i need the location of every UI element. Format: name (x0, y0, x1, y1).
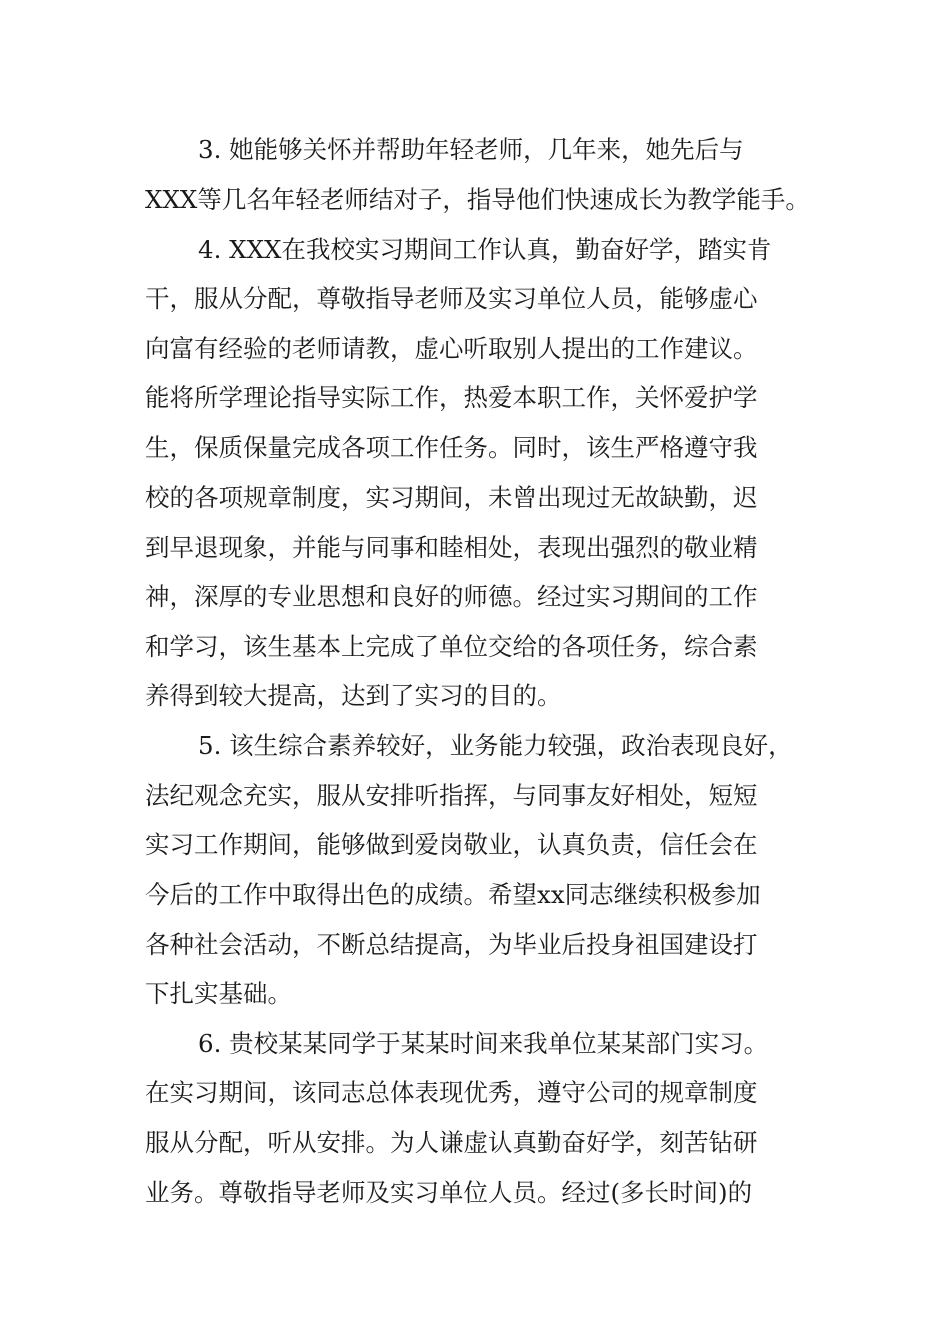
text-line: 4. XXX在我校实习期间工作认真，勤奋好学，踏实肯 (198, 235, 772, 264)
text-line: 能将所学理论指导实际工作，热爱本职工作，关怀爱护学 (145, 383, 758, 412)
text-line: 和学习，该生基本上完成了单位交给的各项任务，综合素 (145, 632, 758, 661)
text-line: 3. 她能够关怀并帮助年轻老师，几年来，她先后与 (198, 135, 744, 164)
text-line: 6. 贵校某某同学于某某时间来我单位某某部门实习。 (198, 1029, 769, 1058)
text-line: 干，服从分配，尊敬指导老师及实习单位人员，能够虚心 (145, 284, 758, 313)
text-line: 法纪观念充实，服从安排听指挥，与同事友好相处，短短 (145, 781, 758, 810)
text-line: 5. 该生综合素养较好，业务能力较强，政治表现良好， (198, 731, 793, 760)
text-line: 向富有经验的老师请教，虚心听取别人提出的工作建议。 (145, 334, 758, 363)
text-line: 业务。尊敬指导老师及实习单位人员。经过(多长时间)的 (145, 1178, 753, 1207)
text-line: 服从分配，听从安排。为人谦虚认真勤奋好学，刻苦钻研 (145, 1128, 758, 1157)
text-line: 神，深厚的专业思想和良好的师德。经过实习期间的工作 (145, 582, 758, 611)
text-line: 在实习期间，该同志总体表现优秀，遵守公司的规章制度 (145, 1078, 758, 1107)
text-line: 各种社会活动，不断总结提高，为毕业后投身祖国建设打 (145, 930, 758, 959)
text-line: 到早退现象，并能与同事和睦相处，表现出强烈的敬业精 (145, 533, 758, 562)
text-line: XXX等几名年轻老师结对子，指导他们快速成长为教学能手。 (145, 185, 810, 214)
text-line: 实习工作期间，能够做到爱岗敬业，认真负责，信任会在 (145, 830, 758, 859)
text-line: 下扎实基础。 (145, 979, 292, 1008)
text-line: 生，保质保量完成各项工作任务。同时，该生严格遵守我 (145, 433, 758, 462)
text-line: 今后的工作中取得出色的成绩。希望xx同志继续积极参加 (145, 880, 761, 909)
text-line: 校的各项规章制度，实习期间，未曾出现过无故缺勤，迟 (145, 483, 758, 512)
text-line: 养得到较大提高，达到了实习的目的。 (145, 681, 562, 710)
